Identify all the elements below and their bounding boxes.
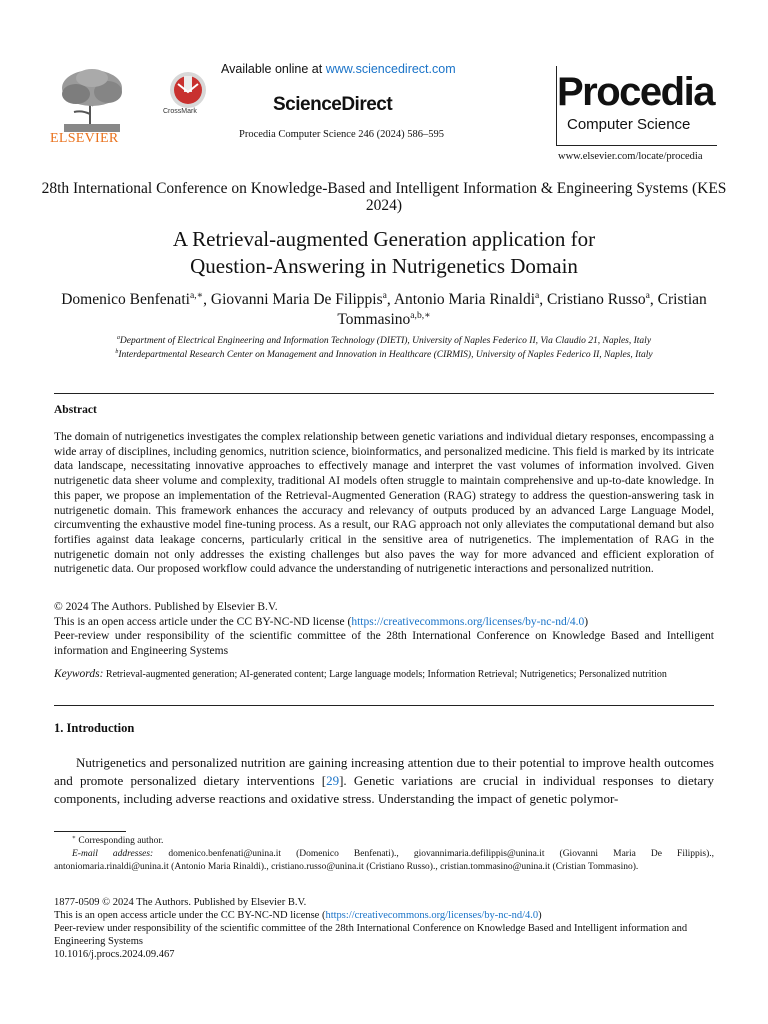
abstract-heading: Abstract (54, 404, 97, 416)
bottom-open-access-suffix: ) (538, 910, 542, 921)
available-online (221, 62, 456, 76)
section-heading-introduction: 1. Introduction (54, 721, 135, 735)
corresponding-text: Corresponding author. (78, 836, 164, 846)
bottom-matter (54, 896, 714, 961)
paper-title (40, 226, 728, 280)
author-name: Giovanni Maria De Filippis (210, 291, 383, 308)
open-access-line (54, 615, 714, 630)
affiliation-mark: b (115, 348, 119, 355)
open-access-prefix: This is an open access article under the CC BY-NC-ND license ( (54, 615, 352, 628)
conference-name: 28th International Conference on Knowledge-Based and Intelligent Information & Engineering Systems (KES 2024) (41, 180, 727, 214)
author-name: Domenico Benfenati (61, 291, 190, 308)
sciencedirect-wordmark: ScienceDirect (273, 94, 393, 115)
open-access-suffix: ) (584, 615, 589, 628)
crossmark-label: CrossMark (163, 108, 197, 115)
corresponding-footnote (54, 835, 714, 848)
keywords-label: Keywords: (54, 668, 104, 680)
keywords-block (54, 667, 714, 682)
author-affil-mark: a,∗ (189, 289, 204, 301)
affiliations (40, 334, 728, 362)
abstract-bottom-rule (54, 705, 714, 706)
footnote-rule (54, 831, 126, 832)
email-list: domenico.benfenati@unina.it (Domenico Benfenati)., giovannimaria.defilippis@unina.it (Giovanni Maria De Filippis)., antoniomaria.rinaldi@unina.it (Antonio Maria Rinaldi)., cristiano.russo@unina.it (Cristiano Russo)., cristian.tommasino@unina.it (Cristian Tommasino). (54, 849, 715, 872)
intro-text-before: Nutrigenetics and personalized nutrition are gaining increasing attention due to their potential to improve health outcomes and promote personalized dietary interventions [ (54, 755, 714, 788)
author-affil-mark: a (382, 289, 387, 301)
affiliation-item (40, 334, 728, 348)
bottom-open-access (54, 909, 714, 922)
affiliation-text: Interdepartmental Research Center on Management and Innovation in Healthcare (CIRMIS), University of Naples Federico II, Naples, Italy (118, 350, 653, 360)
affiliation-mark: a (116, 334, 120, 341)
citation-link[interactable]: 29 (326, 773, 340, 788)
footnote-mark: ∗ (72, 834, 76, 841)
intro-text-after: ]. Genetic variations are crucial in individual responses to dietary components, including adverse reactions and oxidative stress. Understanding the impact of genetic polymor- (54, 773, 714, 806)
sciencedirect-link[interactable]: www.sciencedirect.com (325, 62, 456, 76)
affiliation-text: Department of Electrical Engineering and Information Technology (DIETI), University of Naples Federico II, Via Claudio 21, Naples, Italy (119, 336, 652, 346)
abstract-text: The domain of nutrigenetics investigates the complex relationship between genetic variations and individual dietary responses, encompassing a wide array of disciplines, including genomics, nutrition science, bioinformatics, and personalized medicine. This field is marked by its intricate data landscape, necessitating innovative approaches to effectively manage and interpret the vast volumes of information involved. Given nutrigenetic data sheer volume and complexity, traditional AI models often struggle to maintain comprehensive and up-to-date knowledge. In this paper, we propose an implementation of the Retrieval-Augmented Generation (RAG) strategy to address the question-answering task in nutrigenetic domain. This framework enhances the accuracy and relevancy of outputs produced by an advanced Large Language Model, circumventing the exhaustive model fine-tuning process. As a result, our RAG approach not only alleviates the computational demand but also fortifies against data leakage concerns, particularly critical in the sensitive area of nutrigenetics. The implementation of RAG in the nutrigenetic domain not only addresses the existing challenges but also paves the way for more advanced and efficient exploration of nutrigenetic data. Our proposed workflow could advance the understanding of nutrigenetic interactions and personalized nutrition. (54, 431, 714, 576)
available-prefix: Available online at (221, 62, 326, 76)
author-affil-mark: a,b,∗ (410, 309, 431, 321)
author-name: Antonio Maria Rinaldi (393, 291, 536, 308)
keywords-text: Retrieval-augmented generation; AI-generated content; Large language models; Information Retrieval; Nutrigenetics; Personalized nutrition (105, 669, 667, 680)
author-name: Cristian Tommasino (337, 291, 707, 328)
procedia-wordmark: Procedia (557, 70, 714, 114)
affiliation-item (40, 348, 728, 362)
issn: 1877-0509 (54, 897, 100, 908)
license-link[interactable]: https://creativecommons.org/licenses/by-nc-nd/4.0 (351, 615, 585, 628)
journal-reference: Procedia Computer Science 246 (2024) 586–595 (239, 129, 444, 140)
abstract-top-rule (54, 393, 714, 394)
intro-paragraph (54, 754, 714, 808)
bottom-peer-review: Peer-review under responsibility of the scientific committee of the 28th International Conference on Knowledge Based and Intelligent information and Engineering Systems (54, 923, 688, 947)
author-list: Domenico Benfenati$^{a,∗}$, Giovanni Maria De Filippis$^a$, Antonio Maria Rinaldi$^a$, Cristiano Russo$^a$, Cristian Tommasino$^{a,b,∗}$ (61, 289, 707, 328)
issn-line (54, 896, 714, 909)
procedia-subtitle: Computer Science (567, 116, 691, 133)
email-label: E-mail addresses: (72, 849, 154, 859)
title-line-1: A Retrieval-augmented Generation application for (172, 227, 596, 251)
license-block (54, 600, 714, 659)
bottom-open-access-prefix: This is an open access article under the CC BY-NC-ND license ( (54, 910, 326, 921)
peer-review-line: Peer-review under responsibility of the scientific committee of the 28th International Conference on Knowledge Based and Intelligent information and Engineering Systems (54, 630, 714, 658)
bottom-copyright: © 2024 The Authors. Published by Elsevier B.V. (102, 897, 307, 908)
footnotes (54, 835, 714, 874)
bottom-license-link[interactable]: https://creativecommons.org/licenses/by-nc-nd/4.0 (325, 910, 539, 921)
crossmark-icon[interactable] (164, 70, 212, 124)
author-name: Cristiano Russo (547, 291, 646, 308)
journal-url[interactable]: www.elsevier.com/locate/procedia (558, 151, 703, 162)
email-footnote (54, 848, 714, 874)
author-affil-mark: a (645, 289, 650, 301)
author-affil-mark: a (535, 289, 540, 301)
doi[interactable]: 10.1016/j.procs.2024.09.467 (54, 949, 175, 960)
elsevier-wordmark: ELSEVIER (50, 131, 119, 146)
title-line-2: Question-Answering in Nutrigenetics Domain (190, 254, 578, 278)
copyright-line: © 2024 The Authors. Published by Elsevier B.V. (54, 601, 278, 613)
